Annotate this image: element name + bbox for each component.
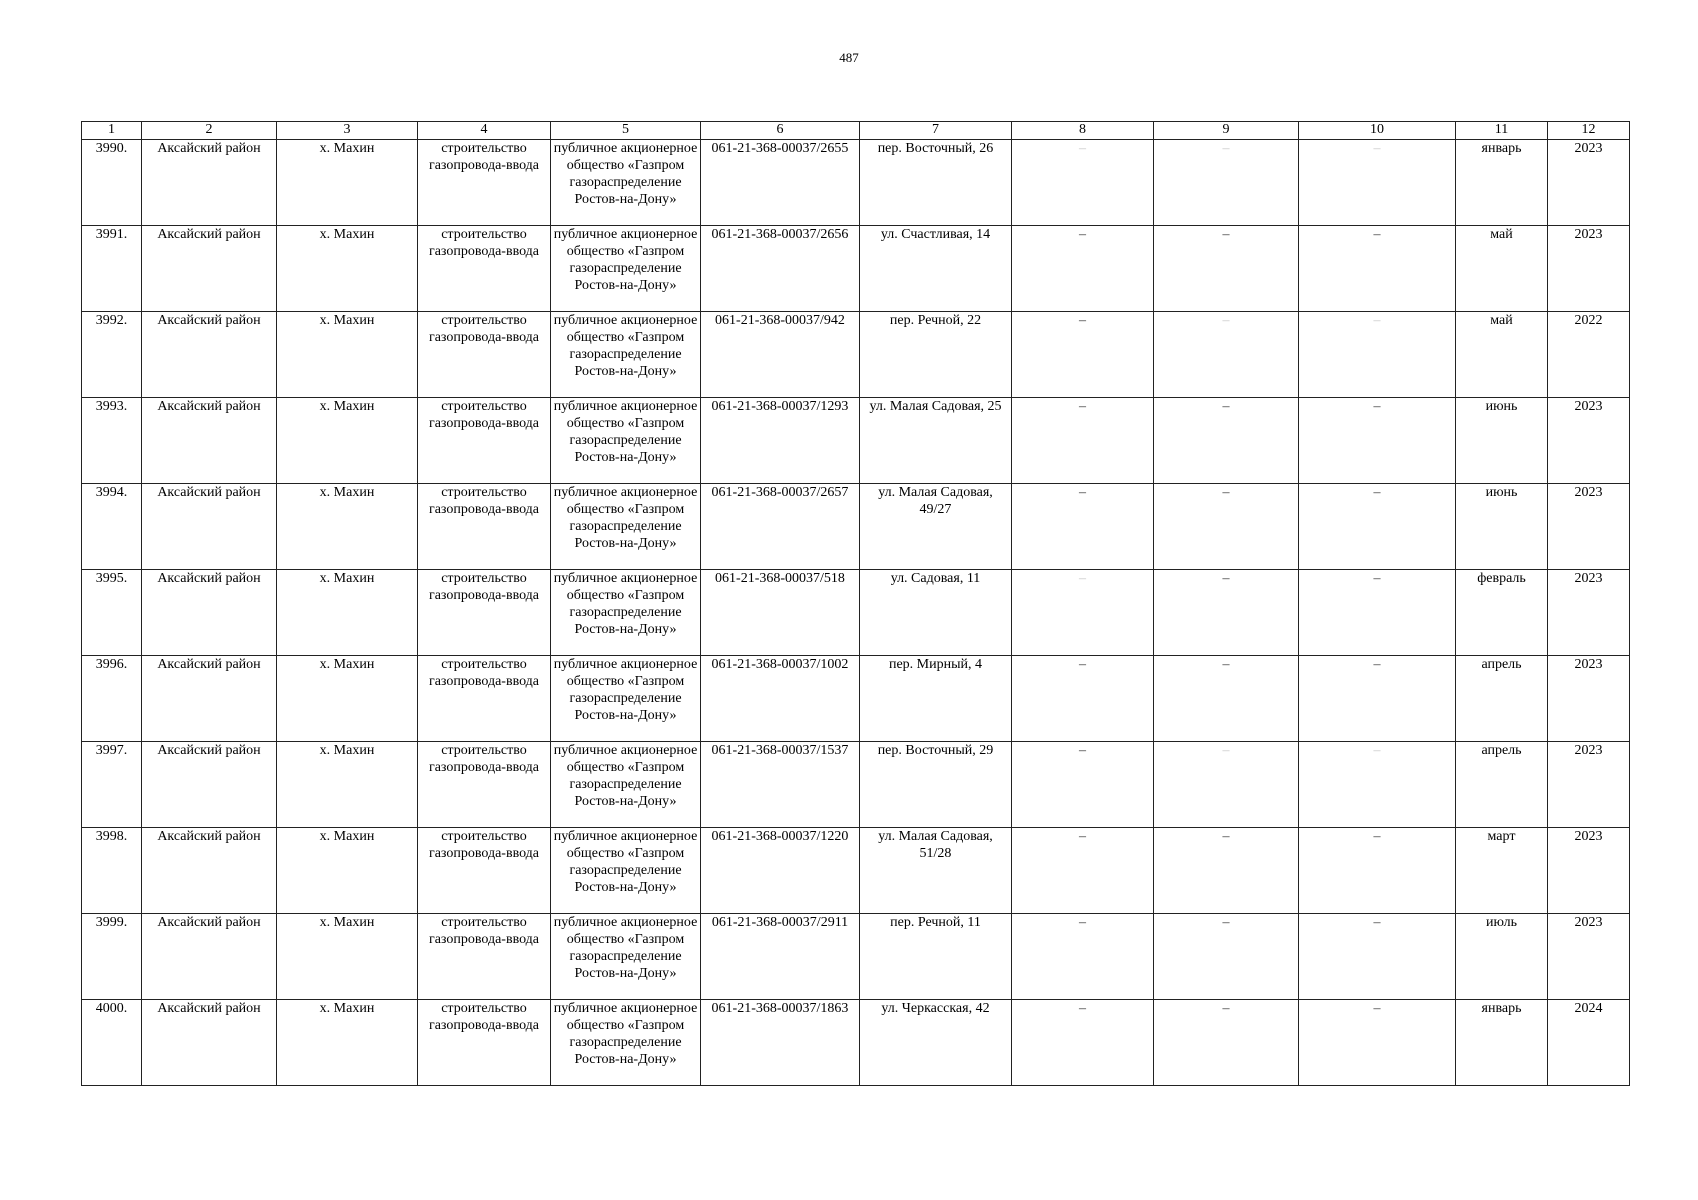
address-cell: ул. Малая Садовая, 25: [860, 398, 1012, 484]
settlement-cell: х. Махин: [277, 742, 418, 828]
district-cell: Аксайский район: [142, 140, 277, 226]
row-number: 3998.: [82, 828, 142, 914]
address-cell: пер. Речной, 22: [860, 312, 1012, 398]
table-row: [82, 226, 1630, 312]
district-cell: Аксайский район: [142, 398, 277, 484]
year-cell: 2022: [1548, 312, 1630, 398]
organization-cell: публичное акционерное общество «Газпром газораспределение Ростов-на-Дону»: [551, 914, 701, 1000]
registration-code-cell: 061-21-368-00037/1220: [701, 828, 860, 914]
settlement-cell: х. Махин: [277, 312, 418, 398]
settlement-cell: х. Махин: [277, 226, 418, 312]
district-cell: Аксайский район: [142, 828, 277, 914]
address-cell: ул. Малая Садовая, 49/27: [860, 484, 1012, 570]
col10-cell: –: [1299, 226, 1456, 312]
work-type-cell: строительство газопровода-ввода: [418, 226, 551, 312]
row-number: 3990.: [82, 140, 142, 226]
registration-code-cell: 061-21-368-00037/1537: [701, 742, 860, 828]
col10-cell: –: [1299, 398, 1456, 484]
col8-cell: –: [1012, 312, 1154, 398]
col10-cell: –: [1299, 1000, 1456, 1086]
column-header: 6: [701, 122, 860, 140]
district-cell: Аксайский район: [142, 226, 277, 312]
column-header: 2: [142, 122, 277, 140]
registry-table: [81, 121, 1630, 1086]
row-number: 3993.: [82, 398, 142, 484]
work-type-cell: строительство газопровода-ввода: [418, 656, 551, 742]
settlement-cell: х. Махин: [277, 914, 418, 1000]
col8-cell: –: [1012, 226, 1154, 312]
col10-cell: –: [1299, 570, 1456, 656]
table-row: [82, 484, 1630, 570]
col10-cell: –: [1299, 742, 1456, 828]
col10-cell: –: [1299, 312, 1456, 398]
registration-code-cell: 061-21-368-00037/2656: [701, 226, 860, 312]
col8-cell: –: [1012, 914, 1154, 1000]
col9-cell: –: [1154, 742, 1299, 828]
month-cell: июнь: [1456, 484, 1548, 570]
work-type-cell: строительство газопровода-ввода: [418, 914, 551, 1000]
settlement-cell: х. Махин: [277, 656, 418, 742]
row-number: 3996.: [82, 656, 142, 742]
district-cell: Аксайский район: [142, 656, 277, 742]
address-cell: пер. Восточный, 26: [860, 140, 1012, 226]
month-cell: май: [1456, 312, 1548, 398]
district-cell: Аксайский район: [142, 914, 277, 1000]
month-cell: январь: [1456, 140, 1548, 226]
address-cell: ул. Черкасская, 42: [860, 1000, 1012, 1086]
settlement-cell: х. Махин: [277, 828, 418, 914]
work-type-cell: строительство газопровода-ввода: [418, 398, 551, 484]
row-number: 3994.: [82, 484, 142, 570]
organization-cell: публичное акционерное общество «Газпром газораспределение Ростов-на-Дону»: [551, 1000, 701, 1086]
settlement-cell: х. Махин: [277, 398, 418, 484]
work-type-cell: строительство газопровода-ввода: [418, 1000, 551, 1086]
header-row: [82, 122, 1630, 140]
district-cell: Аксайский район: [142, 570, 277, 656]
col9-cell: –: [1154, 828, 1299, 914]
organization-cell: публичное акционерное общество «Газпром газораспределение Ростов-на-Дону»: [551, 570, 701, 656]
work-type-cell: строительство газопровода-ввода: [418, 570, 551, 656]
district-cell: Аксайский район: [142, 1000, 277, 1086]
col9-cell: –: [1154, 1000, 1299, 1086]
address-cell: пер. Восточный, 29: [860, 742, 1012, 828]
organization-cell: публичное акционерное общество «Газпром газораспределение Ростов-на-Дону»: [551, 484, 701, 570]
year-cell: 2023: [1548, 226, 1630, 312]
col8-cell: –: [1012, 742, 1154, 828]
page-number: 487: [839, 50, 859, 65]
address-cell: ул. Малая Садовая, 51/28: [860, 828, 1012, 914]
col10-cell: –: [1299, 914, 1456, 1000]
column-header: 4: [418, 122, 551, 140]
col10-cell: –: [1299, 140, 1456, 226]
table-row: [82, 312, 1630, 398]
organization-cell: публичное акционерное общество «Газпром газораспределение Ростов-на-Дону»: [551, 226, 701, 312]
year-cell: 2023: [1548, 398, 1630, 484]
month-cell: февраль: [1456, 570, 1548, 656]
col9-cell: –: [1154, 656, 1299, 742]
organization-cell: публичное акционерное общество «Газпром газораспределение Ростов-на-Дону»: [551, 656, 701, 742]
col9-cell: –: [1154, 914, 1299, 1000]
month-cell: январь: [1456, 1000, 1548, 1086]
work-type-cell: строительство газопровода-ввода: [418, 484, 551, 570]
month-cell: май: [1456, 226, 1548, 312]
work-type-cell: строительство газопровода-ввода: [418, 742, 551, 828]
address-cell: ул. Счастливая, 14: [860, 226, 1012, 312]
col8-cell: –: [1012, 140, 1154, 226]
column-header: 11: [1456, 122, 1548, 140]
month-cell: апрель: [1456, 742, 1548, 828]
col9-cell: –: [1154, 226, 1299, 312]
district-cell: Аксайский район: [142, 484, 277, 570]
month-cell: март: [1456, 828, 1548, 914]
organization-cell: публичное акционерное общество «Газпром газораспределение Ростов-на-Дону»: [551, 312, 701, 398]
district-cell: Аксайский район: [142, 312, 277, 398]
col10-cell: –: [1299, 656, 1456, 742]
col10-cell: –: [1299, 484, 1456, 570]
col9-cell: –: [1154, 570, 1299, 656]
registration-code-cell: 061-21-368-00037/1293: [701, 398, 860, 484]
col9-cell: –: [1154, 140, 1299, 226]
district-cell: Аксайский район: [142, 742, 277, 828]
column-header: 8: [1012, 122, 1154, 140]
organization-cell: публичное акционерное общество «Газпром газораспределение Ростов-на-Дону»: [551, 828, 701, 914]
work-type-cell: строительство газопровода-ввода: [418, 312, 551, 398]
month-cell: июнь: [1456, 398, 1548, 484]
row-number: 3991.: [82, 226, 142, 312]
work-type-cell: строительство газопровода-ввода: [418, 828, 551, 914]
table-row: [82, 570, 1630, 656]
work-type-cell: строительство газопровода-ввода: [418, 140, 551, 226]
column-header: 1: [82, 122, 142, 140]
col8-cell: –: [1012, 828, 1154, 914]
row-number: 3997.: [82, 742, 142, 828]
settlement-cell: х. Махин: [277, 140, 418, 226]
registration-code-cell: 061-21-368-00037/518: [701, 570, 860, 656]
month-cell: апрель: [1456, 656, 1548, 742]
registration-code-cell: 061-21-368-00037/1863: [701, 1000, 860, 1086]
column-header: 7: [860, 122, 1012, 140]
table-row: [82, 398, 1630, 484]
column-header: 10: [1299, 122, 1456, 140]
year-cell: 2023: [1548, 742, 1630, 828]
year-cell: 2023: [1548, 656, 1630, 742]
col8-cell: –: [1012, 398, 1154, 484]
row-number: 3999.: [82, 914, 142, 1000]
address-cell: пер. Речной, 11: [860, 914, 1012, 1000]
column-header: 5: [551, 122, 701, 140]
col9-cell: –: [1154, 484, 1299, 570]
year-cell: 2023: [1548, 484, 1630, 570]
col8-cell: –: [1012, 484, 1154, 570]
organization-cell: публичное акционерное общество «Газпром газораспределение Ростов-на-Дону»: [551, 742, 701, 828]
table-row: [82, 742, 1630, 828]
year-cell: 2024: [1548, 1000, 1630, 1086]
settlement-cell: х. Махин: [277, 1000, 418, 1086]
year-cell: 2023: [1548, 570, 1630, 656]
organization-cell: публичное акционерное общество «Газпром газораспределение Ростов-на-Дону»: [551, 140, 701, 226]
year-cell: 2023: [1548, 140, 1630, 226]
table-row: [82, 1000, 1630, 1086]
registration-code-cell: 061-21-368-00037/942: [701, 312, 860, 398]
year-cell: 2023: [1548, 914, 1630, 1000]
registration-code-cell: 061-21-368-00037/2657: [701, 484, 860, 570]
registration-code-cell: 061-21-368-00037/2655: [701, 140, 860, 226]
year-cell: 2023: [1548, 828, 1630, 914]
settlement-cell: х. Махин: [277, 570, 418, 656]
column-header: 9: [1154, 122, 1299, 140]
col8-cell: –: [1012, 1000, 1154, 1086]
col8-cell: –: [1012, 570, 1154, 656]
row-number: 3992.: [82, 312, 142, 398]
col9-cell: –: [1154, 398, 1299, 484]
table-row: [82, 140, 1630, 226]
row-number: 3995.: [82, 570, 142, 656]
settlement-cell: х. Махин: [277, 484, 418, 570]
address-cell: ул. Садовая, 11: [860, 570, 1012, 656]
month-cell: июль: [1456, 914, 1548, 1000]
row-number: 4000.: [82, 1000, 142, 1086]
column-header: 12: [1548, 122, 1630, 140]
registration-code-cell: 061-21-368-00037/2911: [701, 914, 860, 1000]
address-cell: пер. Мирный, 4: [860, 656, 1012, 742]
col10-cell: –: [1299, 828, 1456, 914]
registration-code-cell: 061-21-368-00037/1002: [701, 656, 860, 742]
organization-cell: публичное акционерное общество «Газпром газораспределение Ростов-на-Дону»: [551, 398, 701, 484]
column-header: 3: [277, 122, 418, 140]
col9-cell: –: [1154, 312, 1299, 398]
col8-cell: –: [1012, 656, 1154, 742]
table-row: [82, 828, 1630, 914]
table-row: [82, 656, 1630, 742]
table-row: [82, 914, 1630, 1000]
